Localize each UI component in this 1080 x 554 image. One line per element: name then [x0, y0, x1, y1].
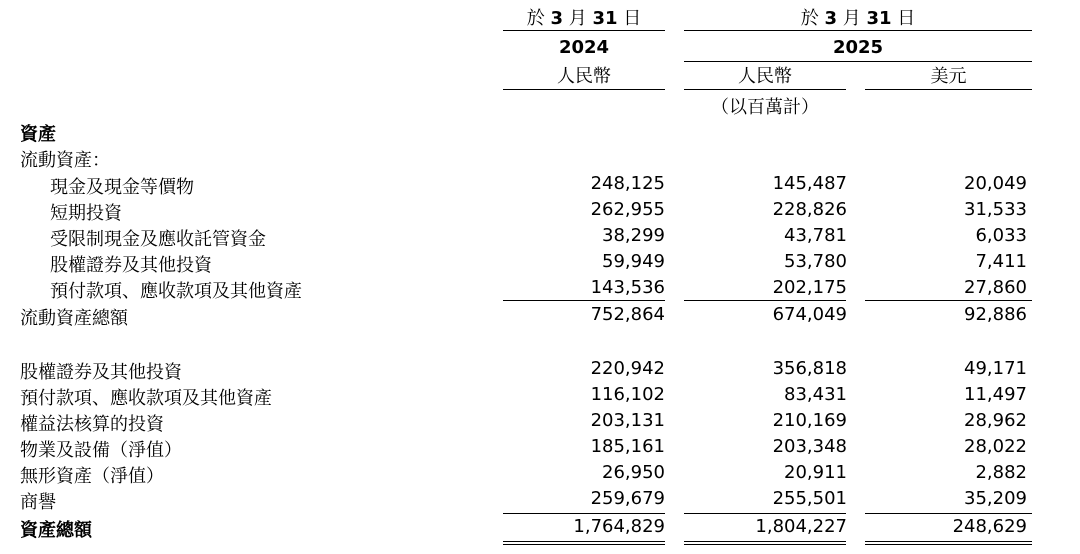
row-value-2025: 43,781 — [784, 225, 847, 246]
total-rule — [684, 513, 846, 514]
row-label: 受限制現金及應收託管資金 — [50, 229, 266, 250]
row-label: 股權證券及其他投資 — [50, 255, 212, 276]
row-value-2025: 145,487 — [772, 173, 847, 194]
total-double-rule — [684, 541, 846, 542]
row-label: 權益法核算的投資 — [20, 414, 164, 435]
row-value-2024: 116,102 — [590, 384, 665, 405]
row-label: 現金及現金等價物 — [50, 177, 194, 198]
row-value-usd: 92,886 — [964, 304, 1027, 325]
currency-rule — [503, 89, 665, 90]
row-value-usd: 7,411 — [975, 251, 1027, 272]
header-rule — [684, 30, 1032, 31]
row-value-2025: 1,804,227 — [755, 516, 847, 537]
row-value-2024: 752,864 — [590, 304, 665, 325]
total-double-rule — [865, 541, 1032, 542]
row-value-2025: 356,818 — [772, 358, 847, 379]
row-value-2024: 248,125 — [590, 173, 665, 194]
currency-rmb-2024: 人民幣 — [557, 66, 611, 87]
row-label: 短期投資 — [50, 203, 122, 224]
row-value-usd: 248,629 — [952, 516, 1027, 537]
row-value-2024: 259,679 — [590, 488, 665, 509]
row-value-usd: 31,533 — [964, 199, 1027, 220]
row-value-usd: 35,209 — [964, 488, 1027, 509]
row-label: 預付款項、應收款項及其他資產 — [50, 281, 302, 302]
row-label-total: 資產總額 — [20, 520, 92, 541]
row-value-2024: 143,536 — [590, 277, 665, 298]
row-value-2025: 674,049 — [772, 304, 847, 325]
currency-rule — [684, 89, 846, 90]
row-value-usd: 2,882 — [975, 462, 1027, 483]
header-date-2024: 於 3 月 31 日 — [526, 8, 642, 29]
row-label: 流動資產總額 — [20, 308, 128, 329]
year-2025: 2025 — [832, 37, 884, 58]
row-value-usd: 28,962 — [964, 410, 1027, 431]
row-value-2024: 38,299 — [602, 225, 665, 246]
total-double-rule — [503, 544, 665, 545]
row-value-2025: 83,431 — [784, 384, 847, 405]
header-rule — [503, 30, 665, 31]
unit-note: （以百萬計） — [711, 97, 819, 118]
currency-usd-2025: 美元 — [930, 66, 967, 87]
subtotal-rule — [865, 300, 1032, 301]
subtotal-rule — [684, 300, 846, 301]
row-value-2024: 26,950 — [602, 462, 665, 483]
currency-rule — [865, 89, 1032, 90]
header-date-2025: 於 3 月 31 日 — [800, 8, 916, 29]
row-value-2025: 210,169 — [772, 410, 847, 431]
row-value-usd: 27,860 — [964, 277, 1027, 298]
row-label: 股權證券及其他投資 — [20, 362, 182, 383]
year-2024: 2024 — [558, 37, 610, 58]
section-current-assets: 流動資產： — [20, 150, 110, 171]
total-rule — [503, 513, 665, 514]
row-label: 物業及設備（淨值） — [20, 440, 182, 461]
total-double-rule — [684, 544, 846, 545]
row-value-usd: 6,033 — [975, 225, 1027, 246]
row-value-usd: 20,049 — [964, 173, 1027, 194]
total-double-rule — [865, 544, 1032, 545]
subtotal-rule — [503, 300, 665, 301]
row-label: 無形資產（淨值） — [20, 466, 164, 487]
row-value-2024: 1,764,829 — [573, 516, 665, 537]
row-label: 商譽 — [20, 492, 56, 513]
row-value-2024: 203,131 — [590, 410, 665, 431]
section-assets: 資產 — [20, 124, 56, 145]
total-rule — [865, 513, 1032, 514]
row-value-2025: 202,175 — [772, 277, 847, 298]
row-label: 預付款項、應收款項及其他資產 — [20, 388, 272, 409]
row-value-usd: 11,497 — [964, 384, 1027, 405]
total-double-rule — [503, 541, 665, 542]
row-value-2024: 262,955 — [590, 199, 665, 220]
row-value-2025: 228,826 — [772, 199, 847, 220]
row-value-2025: 255,501 — [772, 488, 847, 509]
row-value-2025: 203,348 — [772, 436, 847, 457]
row-value-2024: 185,161 — [590, 436, 665, 457]
row-value-2025: 53,780 — [784, 251, 847, 272]
row-value-2024: 220,942 — [590, 358, 665, 379]
currency-rmb-2025: 人民幣 — [738, 66, 792, 87]
row-value-usd: 49,171 — [964, 358, 1027, 379]
row-value-usd: 28,022 — [964, 436, 1027, 457]
row-value-2024: 59,949 — [602, 251, 665, 272]
row-value-2025: 20,911 — [784, 462, 847, 483]
